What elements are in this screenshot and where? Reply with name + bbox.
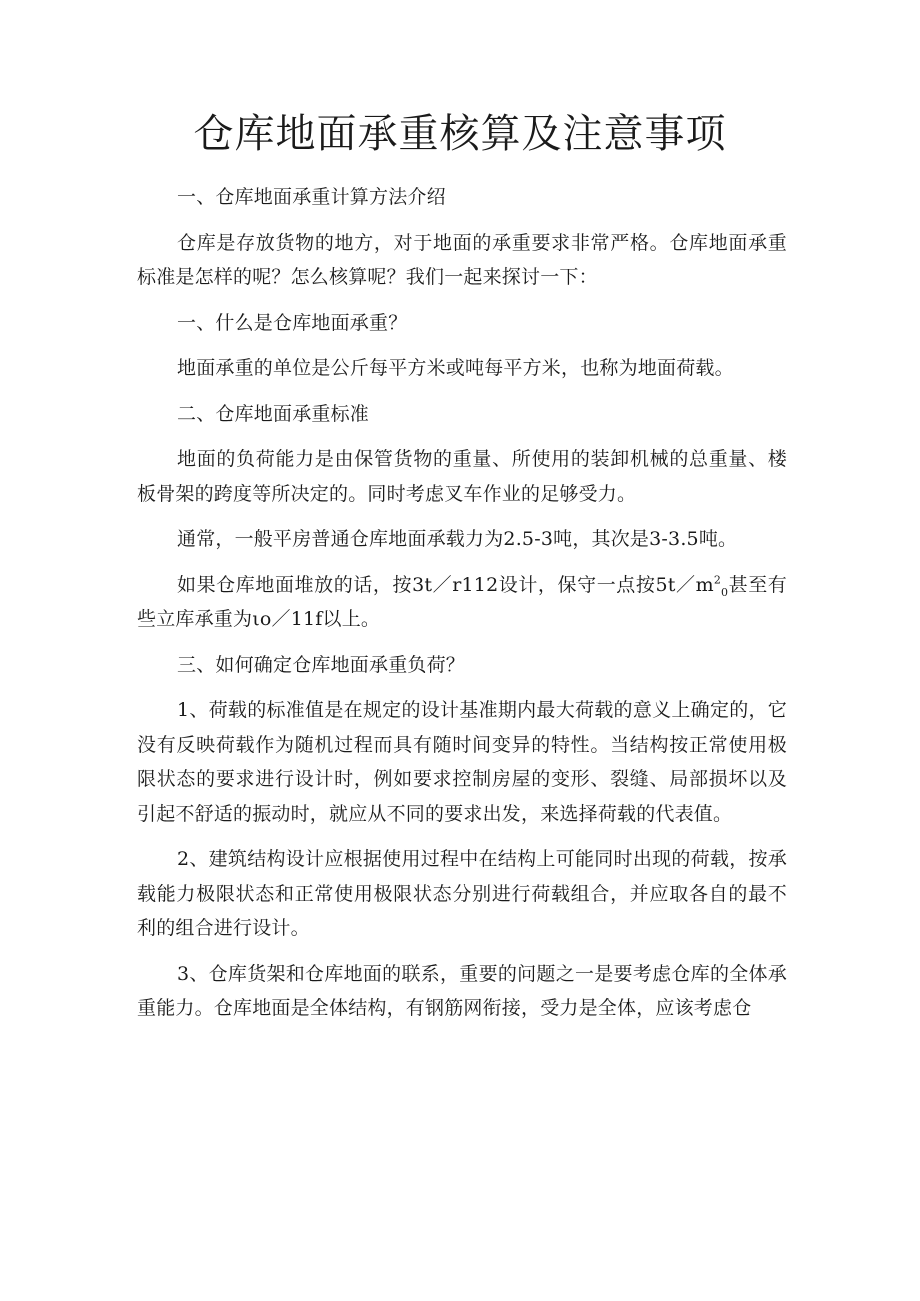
document-body <box>137 180 787 1037</box>
section-heading-calc-method: 一、仓库地面承重计算方法介绍 <box>177 186 446 208</box>
superscript-two: 2 <box>713 573 722 587</box>
subscript-zero: 0 <box>721 585 729 599</box>
section-heading-standard: 二、仓库地面承重标准 <box>177 402 370 425</box>
paragraph-point-3: 3、仓库货架和仓库地面的联系，重要的问题之一是要考虑仓库的全体承重能力。仓库地面是全体结构，有钢筋网衔接，受力是全体，应该考虑仓 <box>137 962 787 1019</box>
document-title: 仓库地面承重核算及注意事项 <box>193 111 727 157</box>
paragraph-unit: 地面承重的单位是公斤每平方米或吨每平方米，也称为地面荷载。 <box>177 357 734 379</box>
paragraph-point-1: 1、荷载的标准值是在规定的设计基准期内最大荷载的意义上确定的，它没有反映荷载作为随机过程而具有随时间变异的特性。当结构按正常使用极限状态的要求进行设计时，例如要求控制房屋的变形、裂缝、局部损坏以及引起不舒适的振动时，就应从不同的要求出发，来选择荷载的代表值。 <box>137 699 787 825</box>
paragraph-capacity: 地面的负荷能力是由保管货物的重量、所使用的装卸机械的总重量、楼板骨架的跨度等所决定的。同时考虑叉车作业的足够受力。 <box>137 448 787 505</box>
paragraph-stacking-part-b: 甚至有些立库承重为ιo／11f以上。 <box>137 573 787 630</box>
section-heading-how-to: 三、如何确定仓库地面承重负荷？ <box>177 653 466 676</box>
paragraph-point-2: 2、建筑结构设计应根据使用过程中在结构上可能同时出现的荷载，按承载能力极限状态和正常使用极限状态分别进行荷载组合，并应取各自的最不利的组合进行设计。 <box>137 848 787 939</box>
paragraph-stacking-part-a: 如果仓库地面堆放的话，按3t／r112设计，保守一点按5t／m <box>177 573 714 596</box>
section-heading-what-is: 一、什么是仓库地面承重？ <box>177 311 408 334</box>
paragraph-typical: 通常，一般平房普通仓库地面承载力为2.5-3吨，其次是3-3.5吨。 <box>177 528 738 550</box>
paragraph-stacking <box>137 568 787 637</box>
paragraph-intro: 仓库是存放货物的地方，对于地面的承重要求非常严格。仓库地面承重标准是怎样的呢？怎么核算呢？我们一起来探讨一下： <box>137 231 787 288</box>
